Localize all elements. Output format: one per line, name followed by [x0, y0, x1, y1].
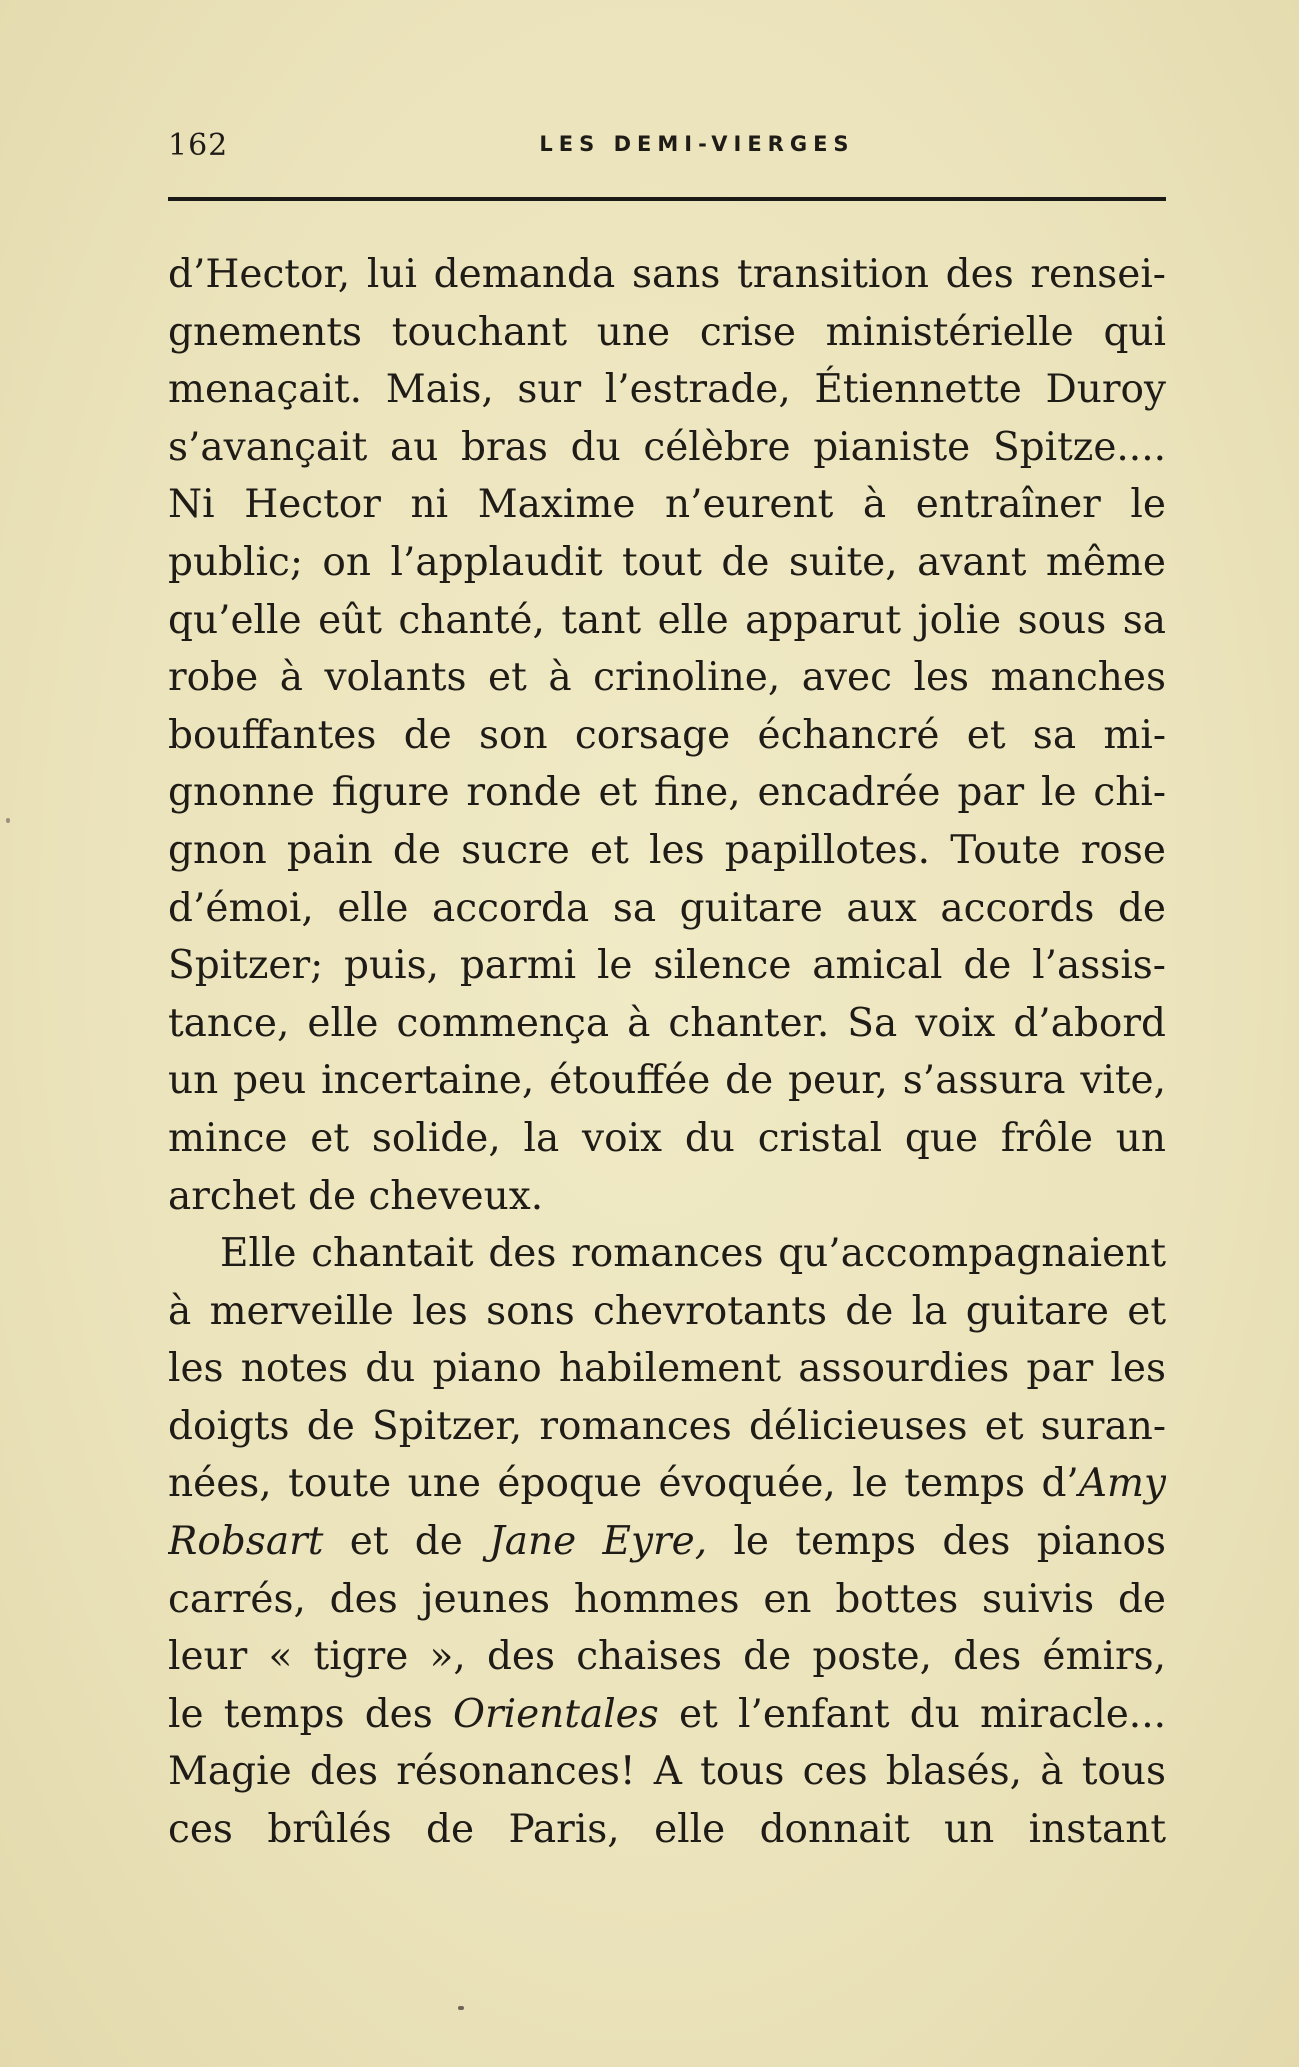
text-line: d’Hector, lui demanda sans transition des rensei-: [168, 252, 1166, 297]
text-line: qu’elle eût chanté, tant elle apparut jolie sous sa: [168, 597, 1166, 643]
text-span: le temps des: [168, 1691, 453, 1737]
text-span: le temps des pianos: [707, 1519, 1166, 1565]
paper-speck: [458, 2006, 464, 2010]
text-line: Magie des résonances! A tous ces blasés, à tous: [168, 1749, 1166, 1795]
text-line: doigts de Spitzer, romances délicieuses et suran-: [168, 1403, 1166, 1449]
text-line: menaçait. Mais, sur l’estrade, Étiennette Duroy: [168, 367, 1166, 413]
text-line: un peu incertaine, étouffée de peur, s’assura vite,: [168, 1058, 1166, 1104]
paragraph-start-line: Elle chantait des romances qu’accompagnaient: [220, 1231, 1166, 1277]
text-line: d’émoi, elle accorda sa guitare aux accords de: [168, 885, 1166, 931]
running-head: [168, 128, 1166, 168]
text-line: [168, 1686, 1166, 1744]
text-line: leur « tigre », des chaises de poste, des émirs,: [168, 1634, 1166, 1680]
italic-title-orientales: Orientales: [453, 1691, 659, 1737]
text-line: public; on l’applaudit tout de suite, avant même: [168, 539, 1166, 585]
header-rule: [168, 197, 1166, 201]
paper-speck: [6, 818, 10, 823]
text-line: à merveille les sons chevrotants de la guitare et: [168, 1288, 1166, 1334]
text-line: carrés, des jeunes hommes en bottes suivis de: [168, 1576, 1166, 1622]
text-line: Spitzer; puis, parmi le silence amical de l’assis-: [168, 943, 1166, 989]
paragraph-end-line: archet de cheveux.: [168, 1173, 544, 1219]
text-line: [168, 1455, 1166, 1513]
text-span: et de: [323, 1519, 490, 1565]
text-line: robe à volants et à crinoline, avec les manches: [168, 655, 1166, 701]
italic-title-robsart: Robsart: [168, 1519, 324, 1565]
italic-title-amy: Amy: [1078, 1461, 1166, 1507]
text-span: et l’enfant du miracle...: [658, 1691, 1166, 1737]
text-line: gnon pain de sucre et les papillotes. Toute rose: [168, 827, 1166, 873]
text-line: tance, elle commença à chanter. Sa voix d’abord: [168, 1000, 1166, 1046]
text-line: ces brûlés de Paris, elle donnait un instant: [168, 1807, 1166, 1853]
running-title: LES DEMI-VIERGES: [539, 132, 855, 156]
text-line: les notes du piano habilement assourdies par les: [168, 1346, 1166, 1392]
text-span: nées, toute une époque évoquée, le temps d’: [168, 1461, 1079, 1507]
text-line: gnonne figure ronde et fine, encadrée par le chi-: [168, 770, 1166, 816]
page-number: 162: [168, 128, 229, 163]
text-line: s’avançait au bras du célèbre pianiste Spitze....: [168, 424, 1166, 470]
italic-title-jane-eyre: Jane Eyre,: [489, 1519, 708, 1565]
text-line: bouffantes de son corsage échancré et sa mi-: [168, 712, 1166, 758]
text-line: [168, 1513, 1166, 1571]
text-line: Ni Hector ni Maxime n’eurent à entraîner le: [168, 482, 1166, 528]
body-text: [168, 246, 1166, 1859]
text-line: mince et solide, la voix du cristal que frôle un: [168, 1115, 1166, 1161]
text-line: gnements touchant une crise ministérielle qui: [168, 309, 1166, 355]
